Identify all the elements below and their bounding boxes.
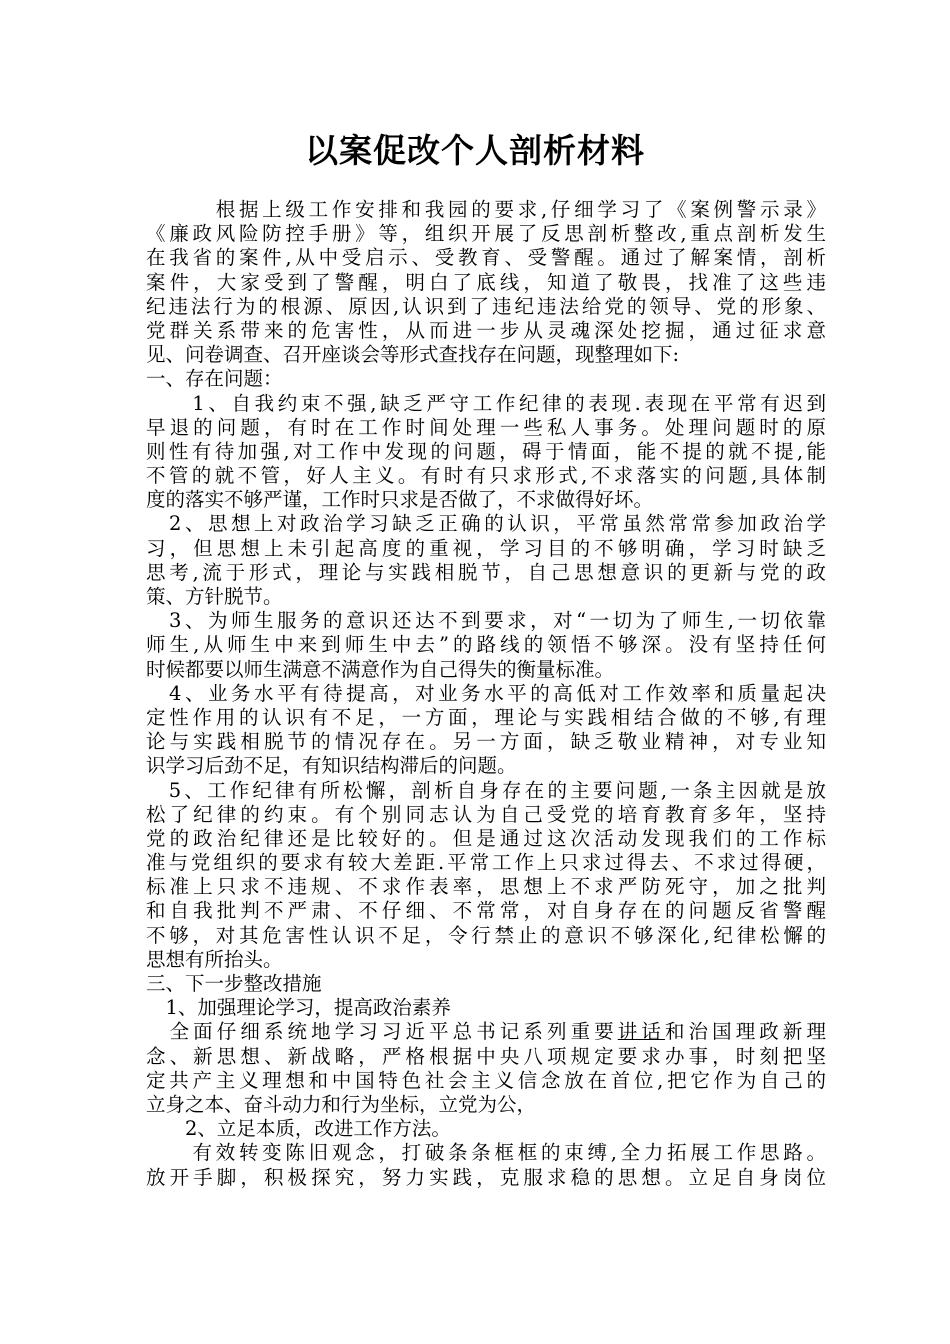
text-line: 纪违法行为的根源、原因,认识到了违纪违法给党的领导、党的形象、 — [146, 294, 826, 318]
text-line: 度的落实不够严谨，工作时只求是否做了，不求做得好坏。 — [146, 488, 654, 512]
text-line: 识学习后劲不足，有知识结构滞后的问题。 — [146, 754, 517, 778]
text-line: 师生,从师生中来到师生中去”的路线的领悟不够深。没有坚持任何 — [146, 633, 826, 657]
document-body — [146, 198, 826, 1190]
text-line: 策、方针脱节。 — [146, 585, 283, 608]
text-line: 三、下一步整改措施 — [146, 972, 322, 995]
text-line: 不管的就不管，好人主义。有时有只求形式,不求落实的问题,具体制 — [146, 464, 826, 488]
text-line: 2、思想上对政治学习缺乏正确的认识，平常虽然常常参加政治学 — [146, 512, 826, 536]
text-line: 1、加强理论学习，提高政治素养 — [146, 996, 451, 1020]
text-line: 论与实践相脱节的情况存在。另一方面，缺乏敬业精神，对专业知 — [146, 730, 826, 754]
text-segment: 全面仔细系统地学习习近平总书记系列重要 — [146, 1020, 618, 1044]
text-line: 2、立足本质，改进工作方法。 — [146, 1117, 451, 1141]
text-line: 思想有所抬头。 — [146, 947, 283, 971]
text-line: 有效转变陈旧观念，打破条条框框的束缚,全力拓展工作思路。 — [146, 1141, 826, 1165]
text-line: 《廉政风险防控手册》等，组织开展了反思剖析整改,重点剖析发生 — [146, 222, 826, 246]
text-line: 和自我批判不严肃、不仔细、不常常，对自身存在的问题反省警醒 — [146, 899, 826, 923]
text-line: 早退的问题，有时在工作时间处理一些私人事务。处理问题时的原 — [146, 415, 826, 439]
text-line: 定性作用的认识有不足，一方面，理论与实践相结合做的不够,有理 — [146, 705, 826, 729]
text-line: 在我省的案件,从中受启示、受教育、受警醒。通过了解案情，剖析 — [146, 246, 826, 270]
text-line: 思考,流于形式，理论与实践相脱节，自己思想意识的更新与党的政 — [146, 560, 826, 584]
text-line: 立身之本、奋斗动力和行为坐标，立党为公， — [146, 1092, 537, 1116]
text-line: 党群关系带来的危害性，从而进一步从灵魂深处挖掘，通过征求意 — [146, 318, 826, 342]
text-line: 放开手脚，积极探究，努力实践，克服求稳的思想。立足自身岗位 — [146, 1165, 826, 1189]
text-line: 案件，大家受到了警醒，明白了底线，知道了敬畏，找准了这些违 — [146, 270, 826, 294]
text-line: 见、问卷调查、召开座谈会等形式查找存在问题，现整理如下: — [146, 343, 680, 367]
text-line: 1、自我约束不强,缺乏严守工作纪律的表现.表现在平常有迟到 — [146, 391, 826, 415]
text-line: 3、为师生服务的意识还达不到要求，对“一切为了师生,一切依靠 — [146, 609, 826, 633]
text-line: 定共产主义理想和中国特色社会主义信念放在首位,把它作为自己的 — [146, 1068, 826, 1092]
text-line: 标准上只求不违规、不求作表率，思想上不求严防死守，加之批判 — [146, 875, 826, 899]
text-line: 根据上级工作安排和我园的要求,仔细学习了《案例警示录》 — [146, 198, 826, 221]
text-line: 5、工作纪律有所松懈，剖析自身存在的主要问题,一条主因就是放 — [146, 778, 826, 802]
text-line: 念、新思想、新战略，严格根据中央八项规定要求办事，时刻把坚 — [146, 1044, 826, 1068]
text-line: 准与党组织的要求有较大差距.平常工作上只求过得去、不求过得硬， — [146, 851, 826, 875]
text-line: 不够，对其危害性认识不足，令行禁止的意识不够深化,纪律松懈的 — [146, 923, 826, 947]
text-line: 时候都要以师生满意不满意作为自己得失的衡量标准。 — [146, 657, 615, 681]
text-segment: 和治国理政新理 — [664, 1020, 826, 1044]
text-line: 党的政治纪律还是比较好的。但是通过这次活动发现我们的工作标 — [146, 826, 826, 850]
document-title: 以案促改个人剖析材料 — [305, 131, 645, 170]
text-line: 4、业务水平有待提高，对业务水平的高低对工作效率和质量起决 — [146, 681, 826, 705]
text-line — [146, 1020, 826, 1044]
text-line: 习，但思想上未引起高度的重视，学习目的不够明确，学习时缺乏 — [146, 536, 826, 560]
underlined-text: 讲话 — [617, 1020, 665, 1044]
text-line: 一、存在问题： — [146, 367, 283, 391]
text-line: 松了纪律的约束。有个别同志认为自己受党的培育教育多年，坚持 — [146, 802, 826, 826]
text-line: 则性有待加强,对工作中发现的问题，碍于情面，能不提的就不提,能 — [146, 439, 826, 463]
